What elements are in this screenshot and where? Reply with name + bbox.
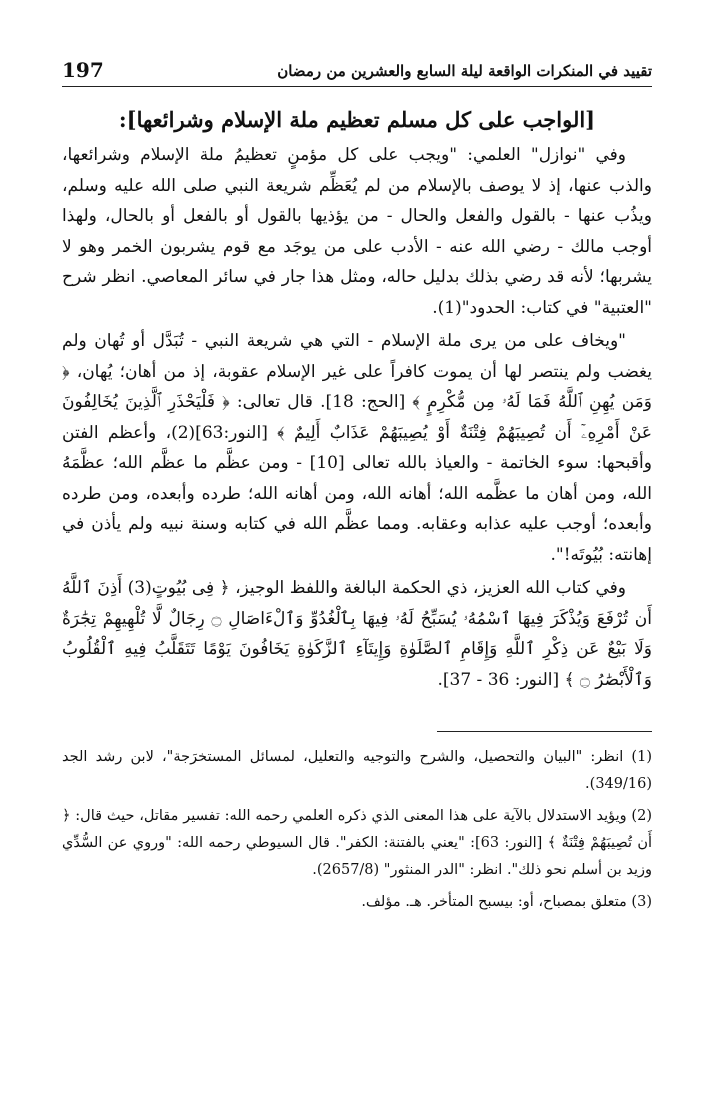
page-header [62, 50, 652, 87]
running-title: تقييد في المنكرات الواقعة ليلة السابع والعشرين من رمضان [277, 62, 652, 80]
body-paragraph: "ويخاف على من يرى ملة الإسلام - التي هي شريعة النبي - تُبَدَّل أو تُهان ولم يغضب ولم ينتصر لها أن يموت كافراً على غير الإسلام عقوبة، إذ من أهان؛ يُهان، ﴿ وَمَن يُهِنِ ٱللَّهُ فَمَا لَهُۥ مِن مُّكْرِمٍ ﴾ [الحج: 18]. قال تعالى: ﴿ فَلْيَحْذَرِ ٱلَّذِينَ يُخَالِفُونَ عَنْ أَمْرِهِۦٓ أَن تُصِيبَهُمْ فِتْنَةٌ أَوْ يُصِيبَهُمْ عَذَابٌ أَلِيمٌ ﴾ [النور:63](2)، وأعظم الفتن وأقبحها: سوء الخاتمة - والعياذ بالله تعالى [10] - ومن عظَّم ما عظَّم الله؛ عظَّمَهُ الله، ومن أهان ما عظَّمه الله؛ أهانه الله، ومن أهانه الله؛ طرده وأبعده، ومن طرده وأبعده؛ أوجب عليه عذابه وعقابه. ومما عظَّم الله في كتابه وسنة نبيه ولم يأذن في إهانته: بُيُوتَه!". [62, 331, 652, 565]
page-number: 197 [62, 58, 104, 82]
body-paragraph: وفي "نوازل" العلمي: "ويجب على كل مؤمنٍ تعظيمُ ملة الإسلام وشرائعها، والذب عنها، إذ لا يوصف بالإسلام من لم يُعَظِّم شريعة النبي صلى الله عليه وسلم، ويذُب عنها - بالقول والفعل والحال - من يؤذيها بالقول أو بالفعل أو بالحال، ولهذا أوجب مالك - رضي الله عنه - الأدب على من يوجَد مع قوم يشربون الخمر وهو لا يشربها؛ لأنه قد رضي بذلك بدليل حاله، ومثل هذا جار في سائر المعاصي. انظر شرح "العتبية" في كتاب: الحدود"(1). [62, 145, 652, 318]
footnote: (2) ويؤيد الاستدلال بالآية على هذا المعنى الذي ذكره العلمي رحمه الله: تفسير مقاتل، حيث قال: ﴿ أَن تُصِيبَهُمْ فِتْنَةٌ ﴾ [النور: 63]: "يعني بالفتنة: الكفر". قال السيوطي رحمه الله: "وروي عن السُّدِّي وزيد بن أسلم نحو ذلك". انظر: "الدر المنثور" (2657/8). [62, 808, 652, 878]
footnote-divider [437, 731, 652, 732]
body-paragraph: وفي كتاب الله العزيز، ذي الحكمة البالغة واللفظ الوجيز، ﴿ فِى بُيُوتٍ(3) أَذِنَ ٱللَّهُ أَن تُرْفَعَ وَيُذْكَرَ فِيهَا ٱسْمُهُۥ يُسَبِّحُ لَهُۥ فِيهَا بِٱلْغُدُوِّ وَٱلْءَاصَالِ ۝ رِجَالٌ لَّا تُلْهِيهِمْ تِجَٰرَةٌ وَلَا بَيْعٌ عَن ذِكْرِ ٱللَّهِ وَإِقَامِ ٱلصَّلَوٰةِ وَإِيتَآءِ ٱلزَّكَوٰةِ يَخَافُونَ يَوْمًا تَتَقَلَّبُ فِيهِ ٱلْقُلُوبُ وَٱلْأَبْصَٰرُ ۝ ﴾ [النور: 36 - 37]. [62, 578, 653, 690]
book-page [62, 50, 652, 1090]
section-heading: [الواجب على كل مسلم تعظيم ملة الإسلام وشرائعها]: [118, 107, 596, 132]
footnote: (1) انظر: "البيان والتحصيل، والشرح والتوجيه والتعليل، لمسائل المستخرَجة"، لابن رشد الجد (349/16). [62, 749, 652, 792]
footnote: (3) متعلق بمصباح، أو: بيسبح المتأخر. هـ. مؤلف. [361, 894, 652, 910]
